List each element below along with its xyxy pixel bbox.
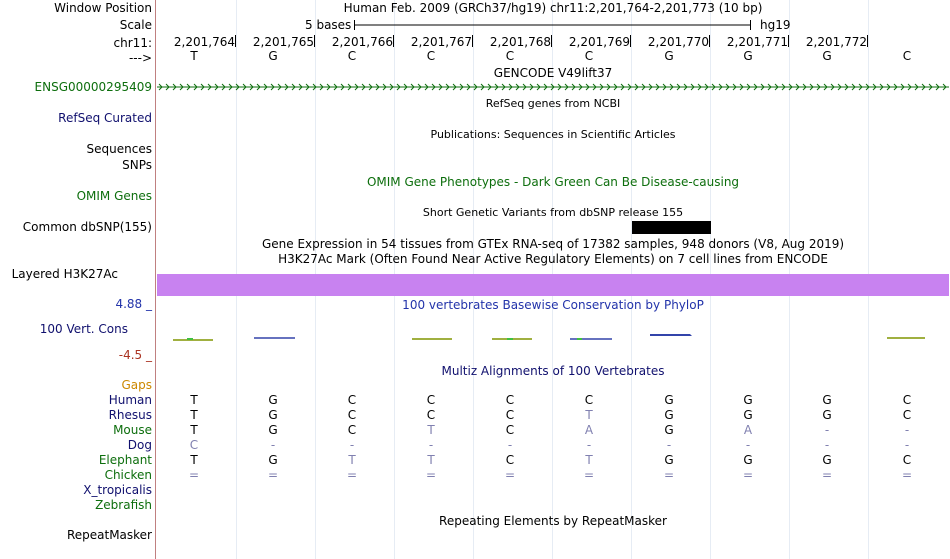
coord-tick-label: 2,201,770 xyxy=(647,35,709,49)
publications-track-title: Publications: Sequences in Scientific Articles xyxy=(430,128,676,141)
label-scale[interactable]: Scale xyxy=(119,18,152,32)
label-strand[interactable]: ---> xyxy=(128,51,152,65)
coord-tick-mark xyxy=(709,35,710,47)
multiz-track-title: Multiz Alignments of 100 Vertebrates xyxy=(441,364,665,378)
label-snps[interactable]: SNPs xyxy=(122,158,152,172)
alignment-base: = xyxy=(504,468,516,482)
reference-base: T xyxy=(190,49,198,63)
label-refseq-curated[interactable]: RefSeq Curated xyxy=(58,111,152,125)
alignment-base: C xyxy=(584,393,594,407)
coord-tick-mark xyxy=(472,35,473,47)
alignment-base: G xyxy=(743,408,753,422)
label-layered-h3k27ac[interactable]: Layered H3K27Ac xyxy=(11,267,118,281)
coord-tick-label: 2,201,772 xyxy=(805,35,867,49)
alignment-base: G xyxy=(664,408,674,422)
alignment-base: T xyxy=(190,393,198,407)
refseq-track-title: RefSeq genes from NCBI xyxy=(485,97,621,110)
species-label[interactable]: X_tropicalis xyxy=(83,483,152,497)
alignment-base: G xyxy=(822,453,832,467)
dbsnp-variant-block[interactable] xyxy=(632,221,711,234)
alignment-base: C xyxy=(902,453,912,467)
alignment-base: - xyxy=(270,438,276,452)
alignment-base: = xyxy=(821,468,833,482)
alignment-base: - xyxy=(586,438,592,452)
label-gene-id[interactable]: ENSG00000295409 xyxy=(34,80,152,94)
alignment-base: C xyxy=(347,423,357,437)
reference-base: C xyxy=(505,49,515,63)
species-label[interactable]: Chicken xyxy=(104,468,152,482)
reference-base: G xyxy=(664,49,674,63)
alignment-base: C xyxy=(902,393,912,407)
label-repeatmasker[interactable]: RepeatMasker xyxy=(66,528,152,542)
h3k27ac-signal-band[interactable] xyxy=(157,274,949,296)
alignment-base: G xyxy=(268,423,278,437)
alignment-base: = xyxy=(267,468,279,482)
reference-base: C xyxy=(426,49,436,63)
alignment-base: G xyxy=(664,423,674,437)
coord-tick-mark xyxy=(867,35,868,47)
label-omim-genes[interactable]: OMIM Genes xyxy=(76,189,152,203)
alignment-base: T xyxy=(427,453,435,467)
alignment-base: = xyxy=(742,468,754,482)
alignment-base: T xyxy=(427,423,435,437)
alignment-base: T xyxy=(585,453,593,467)
repeatmasker-track-title: Repeating Elements by RepeatMasker xyxy=(439,514,667,528)
alignment-base: C xyxy=(902,408,912,422)
coord-tick-label: 2,201,771 xyxy=(726,35,788,49)
reference-base: G xyxy=(822,49,832,63)
label-sequences[interactable]: Sequences xyxy=(86,142,152,156)
alignment-base: - xyxy=(904,423,910,437)
species-label[interactable]: Elephant xyxy=(98,453,152,467)
species-label[interactable]: Mouse xyxy=(113,423,152,437)
window-position-title: Human Feb. 2009 (GRCh37/hg19) chr11:2,201,764-2,201,773 (10 bp) xyxy=(343,1,763,15)
scale-bar xyxy=(354,18,754,32)
alignment-base: - xyxy=(428,438,434,452)
alignment-base: C xyxy=(505,393,515,407)
label-gaps[interactable]: Gaps xyxy=(121,378,152,392)
alignment-base: C xyxy=(505,453,515,467)
alignment-base: T xyxy=(190,423,198,437)
alignment-base: A xyxy=(584,423,594,437)
alignment-base: C xyxy=(426,408,436,422)
alignment-base: C xyxy=(505,408,515,422)
alignment-base: T xyxy=(190,453,198,467)
species-label[interactable]: Dog xyxy=(127,438,152,452)
alignment-base: T xyxy=(190,408,198,422)
label-cons-min: -4.5 _ xyxy=(118,348,152,362)
label-100-vert-cons[interactable]: 100 Vert. Cons xyxy=(39,322,128,336)
alignment-base: G xyxy=(822,408,832,422)
alignment-base: = xyxy=(425,468,437,482)
alignment-base: G xyxy=(822,393,832,407)
coord-tick-label: 2,201,768 xyxy=(489,35,551,49)
dbsnp-track-title: Short Genetic Variants from dbSNP release 155 xyxy=(422,206,684,219)
alignment-base: G xyxy=(268,393,278,407)
gtex-track-title: Gene Expression in 54 tissues from GTEx RNA-seq of 17382 samples, 948 donors (V8, Aug 2019) xyxy=(261,237,845,251)
alignment-base: T xyxy=(585,408,593,422)
alignment-base: - xyxy=(824,438,830,452)
reference-base: C xyxy=(584,49,594,63)
coord-tick-mark xyxy=(393,35,394,47)
alignment-base: - xyxy=(666,438,672,452)
coord-tick-label: 2,201,766 xyxy=(331,35,393,49)
alignment-base: C xyxy=(347,408,357,422)
alignment-base: C xyxy=(426,393,436,407)
gene-feature-line[interactable] xyxy=(157,81,949,93)
alignment-base: - xyxy=(745,438,751,452)
reference-base: C xyxy=(902,49,912,63)
omim-track-title: OMIM Gene Phenotypes - Dark Green Can Be Disease-causing xyxy=(366,175,740,189)
alignment-base: - xyxy=(507,438,513,452)
species-label[interactable]: Human xyxy=(108,393,152,407)
alignment-base: - xyxy=(824,423,830,437)
alignment-base: G xyxy=(743,453,753,467)
coord-tick-mark xyxy=(630,35,631,47)
alignment-base: G xyxy=(664,393,674,407)
alignment-base: = xyxy=(901,468,913,482)
coord-tick-mark xyxy=(235,35,236,47)
reference-base: C xyxy=(347,49,357,63)
species-label[interactable]: Zebrafish xyxy=(95,498,152,512)
species-label[interactable]: Rhesus xyxy=(108,408,152,422)
coord-tick-mark xyxy=(788,35,789,47)
alignment-base: C xyxy=(505,423,515,437)
gencode-track-title: GENCODE V49lift37 xyxy=(493,66,613,80)
alignment-base: G xyxy=(743,393,753,407)
alignment-base: G xyxy=(268,453,278,467)
alignment-base: = xyxy=(188,468,200,482)
alignment-base: = xyxy=(663,468,675,482)
scale-assembly-label: hg19 xyxy=(760,18,791,32)
reference-base: G xyxy=(743,49,753,63)
alignment-base: = xyxy=(583,468,595,482)
alignment-base: C xyxy=(347,393,357,407)
h3k27ac-track-title: H3K27Ac Mark (Often Found Near Active Regulatory Elements) on 7 cell lines from ENCODE xyxy=(278,252,828,266)
alignment-base: - xyxy=(349,438,355,452)
alignment-base: G xyxy=(268,408,278,422)
label-window-position[interactable]: Window Position xyxy=(54,1,152,15)
coord-tick-label: 2,201,765 xyxy=(252,35,314,49)
phylop-signal[interactable] xyxy=(157,328,949,344)
alignment-base: C xyxy=(189,438,199,452)
alignment-base: G xyxy=(664,453,674,467)
coord-tick-label: 2,201,769 xyxy=(568,35,630,49)
label-common-dbsnp[interactable]: Common dbSNP(155) xyxy=(22,220,152,234)
label-cons-max: 4.88 _ xyxy=(115,297,152,311)
alignment-base: - xyxy=(904,438,910,452)
alignment-base: T xyxy=(348,453,356,467)
reference-base: G xyxy=(268,49,278,63)
alignment-base: = xyxy=(346,468,358,482)
coord-tick-label: 2,201,767 xyxy=(410,35,472,49)
label-separator xyxy=(155,0,156,559)
phylop-track-title: 100 vertebrates Basewise Conservation by PhyloP xyxy=(402,298,704,312)
alignment-base: A xyxy=(743,423,753,437)
label-chrom[interactable]: chr11: xyxy=(113,36,152,50)
coord-tick-label: 2,201,764 xyxy=(173,35,235,49)
coord-tick-mark xyxy=(314,35,315,47)
coord-tick-mark xyxy=(551,35,552,47)
scale-bases-label: 5 bases xyxy=(305,18,352,32)
